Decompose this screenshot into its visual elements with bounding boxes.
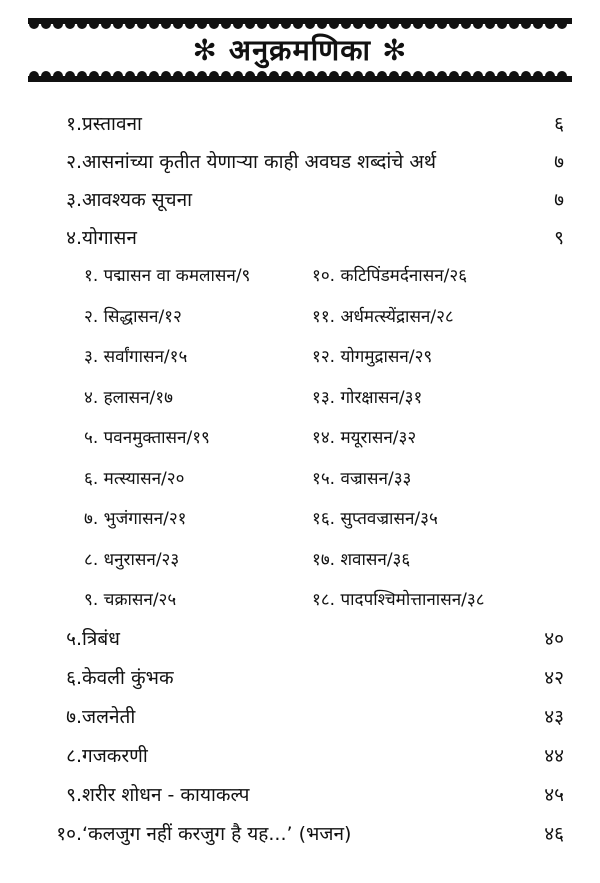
toc-entry [0,699,600,735]
toc-entry [0,738,600,774]
entry-page: ४२ [544,667,564,689]
yogasan-item: ५. पवनमुक्तासन/१९ [84,428,210,448]
entry-title: त्रिबंध [82,628,120,650]
yogasan-item: ७. भुजंगासन/२१ [84,509,187,529]
title-banner [28,18,572,82]
star-icon: ✻ [192,33,218,67]
entry-number: २. [66,151,82,173]
entry-page: ४६ [544,823,564,845]
yogasan-item: ३. सर्वांगासन/१५ [84,347,188,367]
entry-number: ७. [66,706,82,728]
yogasan-item: ६. मत्स्यासन/२० [84,468,185,489]
entry-title: आवश्यक सूचना [82,189,193,211]
entry-page: ४३ [544,706,564,728]
yogasan-item: ११. अर्धमत्स्येंद्रासन/२८ [312,306,454,327]
entry-page: ७ [554,189,564,211]
toc-entry [0,220,600,256]
yogasan-item: १०. कटिपिंडमर्दनासन/२६ [312,266,468,286]
entry-number: ९. [66,784,82,806]
yogasan-item: १५. वज्रासन/३३ [312,468,412,489]
entry-title: आसनांच्या कृतीत येणाऱ्या काही अवघड शब्दांचे अर्थ [82,151,437,173]
toc-entry [0,182,600,218]
entry-number: ५. [66,628,82,650]
entry-title: शरीर शोधन - कायाकल्प [82,784,250,806]
star-icon: ✻ [382,33,408,67]
entry-title: ‘कलजुग नहीं करजुग है यह...’ (भजन) [82,823,352,845]
entry-page: ४४ [544,745,564,767]
title-text: अनुक्रमणिका [228,33,372,67]
yogasan-item: १. पद्मासन वा कमलासन/९ [84,266,251,286]
toc-entry [0,144,600,180]
entry-page: ९ [554,227,564,249]
entry-title: गजकरणी [82,745,148,767]
entry-page: ४५ [544,784,564,806]
entry-page: ४० [544,628,564,650]
entry-number: ८. [66,745,82,767]
yogasan-item: १२. योगमुद्रासन/२९ [312,347,433,367]
entry-number: ३. [66,189,82,211]
yogasan-item: १६. सुप्तवज्रासन/३५ [312,509,438,529]
yogasan-item: ९. चक्रासन/२५ [84,590,177,610]
entry-title: योगासन [82,227,137,249]
toc-entry [0,816,600,852]
yogasan-item: ८. धनुरासन/२३ [84,549,180,570]
entry-page: ७ [554,151,564,173]
toc-entry [0,621,600,657]
entry-page: ६ [554,113,564,135]
page-title [28,30,572,69]
entry-number: ४. [66,227,82,249]
yogasan-item: २. सिद्धासन/१२ [84,306,182,327]
yogasan-item: १८. पादपश्चिमोत्तानासन/३८ [312,590,485,610]
entry-title: जलनेती [82,706,136,728]
toc-entry [0,777,600,813]
entry-number: १०. [56,823,82,845]
entry-number: १. [66,113,82,135]
entry-title: प्रस्तावना [82,113,142,135]
yogasan-item: १४. मयूरासन/३२ [312,428,417,448]
toc-entry [0,660,600,696]
entry-title: केवली कुंभक [82,667,174,689]
toc-entry [0,106,600,142]
yogasan-item: १३. गोरक्षासन/३१ [312,387,423,408]
yogasan-item: १७. शवासन/३६ [312,549,411,570]
yogasan-item: ४. हलासन/१७ [84,387,173,408]
entry-number: ६. [66,667,82,689]
